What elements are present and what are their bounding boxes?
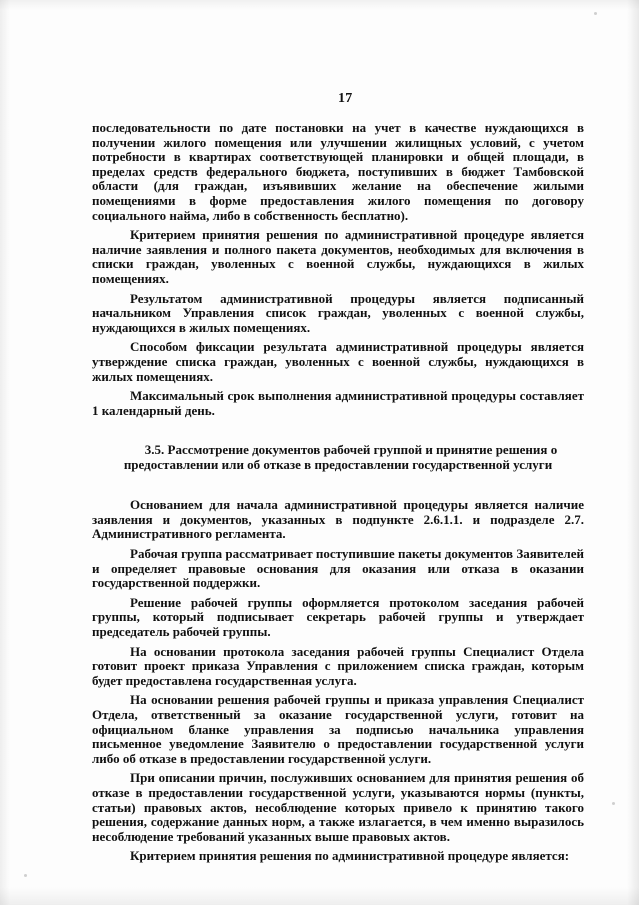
paragraph-fixation-method: Способом фиксации результата административной процедуры является утверждение списка граждан, уволенных с военной службы, нуждающихся в жилых помещениях. [92,339,584,384]
document-body [92,121,584,869]
paragraph-order-draft: На основании протокола заседания рабочей группы Специалист Отдела готовит проект приказа Управления с приложением списка граждан, которым будет предоставлена государственная услуга. [92,643,584,688]
paragraph-basis: Основанием для начала административной процедуры является наличие заявления и документов, указанных в подпункте 2.6.1.1. и подразделе 2.7. Административного регламента. [92,497,584,542]
paragraph-criterion-2: Критерием принятия решения по административной процедуре является: [130,848,570,864]
paragraph-notification: На основании решения рабочей группы и приказа управления Специалист Отдела, ответственный за оказание государственной услуги, готовит на официальном бланке управления за подписью начальника управления письменное уведомление Заявителю о предоставлении государственной услуги либо об отказе в предоставлении государственной услуги. [92,692,584,766]
paragraph-protocol: Решение рабочей группы оформляется протоколом заседания рабочей группы, который подписывает секретарь рабочей группы и утверждает председатель рабочей группы. [92,594,584,640]
section-heading-3-5 [92,442,584,472]
scan-fleck [612,802,615,805]
scan-right-shadow [627,0,639,905]
paragraph-refusal-reasons: При описании причин, послуживших основанием для принятия решения об отказе в предоставлении государственной услуги, указываются нормы (пункты, статьи) правовых актов, несоблюдение которых привело к принятию такого решения, содержание данных норм, а также излагается, в чем именно выразилось несоблюдение требований указанных выше правовых актов. [92,770,584,844]
paragraph-max-term: Максимальный срок выполнения административной процедуры составляет 1 календарный день. [92,388,584,418]
paragraph-result: Результатом административной процедуры является подписанный начальником Управления список граждан, уволенных с военной службы, нуждающихся в жилых помещениях. [92,290,584,335]
section-heading-line-1: 3.5. Рассмотрение документов рабочей группой и принятие решения о [144,442,558,458]
page-number: 17 [338,91,353,106]
paragraph-criterion-1: Критерием принятия решения по административной процедуре является наличие заявления и полного пакета документов, необходимых для включения в списки граждан, уволенных с военной службы, нуждающихся в жилых помещениях. [92,227,584,286]
section-heading-line-2: предоставлении или об отказе в предоставлении государственной услуги [123,457,553,473]
scan-fleck [594,12,597,15]
scan-top-edge [0,0,639,10]
scan-bottom-edge [0,887,639,905]
paragraph-working-group-review: Рабочая группа рассматривает поступившие пакеты документов Заявителей и определяет правовые основания для оказания или отказа в оказании государственной поддержки. [92,546,584,591]
paragraph-intro: последовательности по дате постановки на учет в качестве нуждающихся в получении жилого помещения или улучшении жилищных условий, с учетом потребности в квартирах соответствующей планировки и общей площади, в пределах средств федерального бюджета, поступивших в бюджет Тамбовской области (для граждан, изъявивших желание на обеспечение жилыми помещениями в форме предоставления жилого помещения по договору социального найма, либо в собственность бесплатно). [92,120,584,223]
scan-left-shadow [0,0,10,905]
scan-fleck [24,874,27,877]
